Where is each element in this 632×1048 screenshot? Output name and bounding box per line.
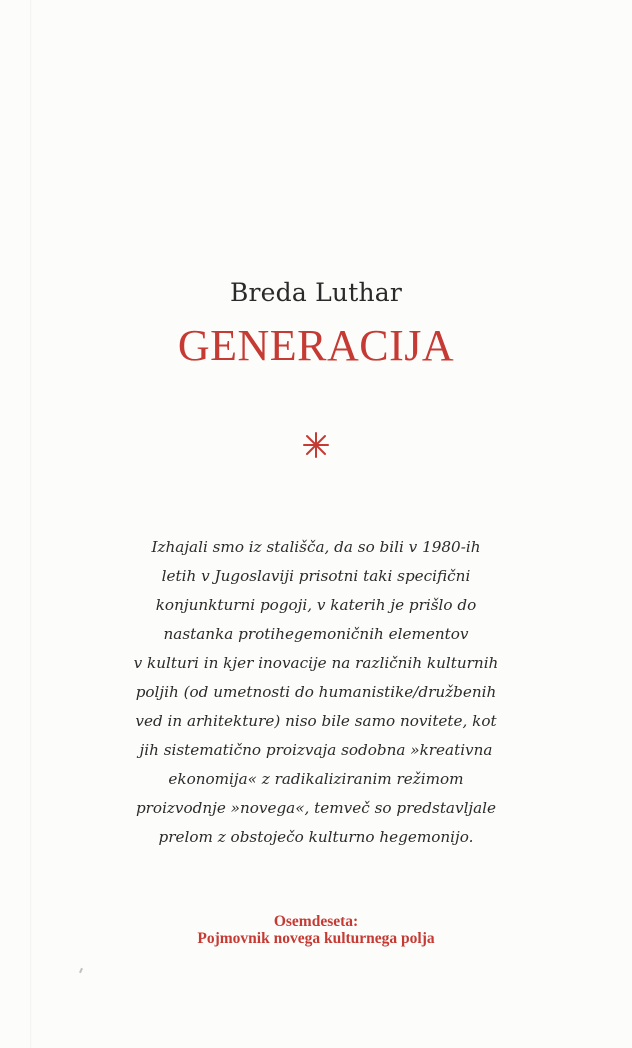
- blurb-line: jih sistematično proizvaja sodobna »kreativna: [139, 741, 493, 759]
- back-cover-blurb: [120, 533, 512, 852]
- author-name: Breda Luthar: [229, 278, 403, 307]
- asterisk-star-icon: [302, 431, 330, 459]
- paper-speck: [79, 968, 83, 973]
- spine-edge: [30, 0, 32, 1048]
- blurb-line: v kulturi in kjer inovacije na različnih kulturnih: [133, 654, 499, 672]
- series-title: Osemdeseta:: [273, 913, 359, 930]
- book-title: GENERACIJA: [177, 321, 455, 370]
- blurb-line: nastanka protihegemoničnih elementov: [163, 625, 469, 643]
- blurb-line: proizvodnje »novega«, temveč so predstavljale: [135, 799, 497, 817]
- blurb-line: konjunkturni pogoji, v katerih je prišlo do: [155, 596, 477, 614]
- blurb-line: prelom z obstoječo kulturno hegemonijo.: [158, 828, 474, 846]
- blurb-line: poljih (od umetnosti do humanistike/družbenih: [135, 683, 497, 701]
- series-name: [0, 913, 632, 947]
- blurb-line: ved in arhitekture) niso bile samo novitete, kot: [135, 712, 497, 730]
- blurb-line: ekonomija« z radikaliziranim režimom: [168, 770, 464, 788]
- blurb-line: Izhajali smo iz stališča, da so bili v 1980-ih: [151, 538, 481, 556]
- blurb-line: letih v Jugoslaviji prisotni taki specifični: [161, 567, 471, 585]
- series-subtitle: Pojmovnik novega kulturnega polja: [197, 930, 435, 947]
